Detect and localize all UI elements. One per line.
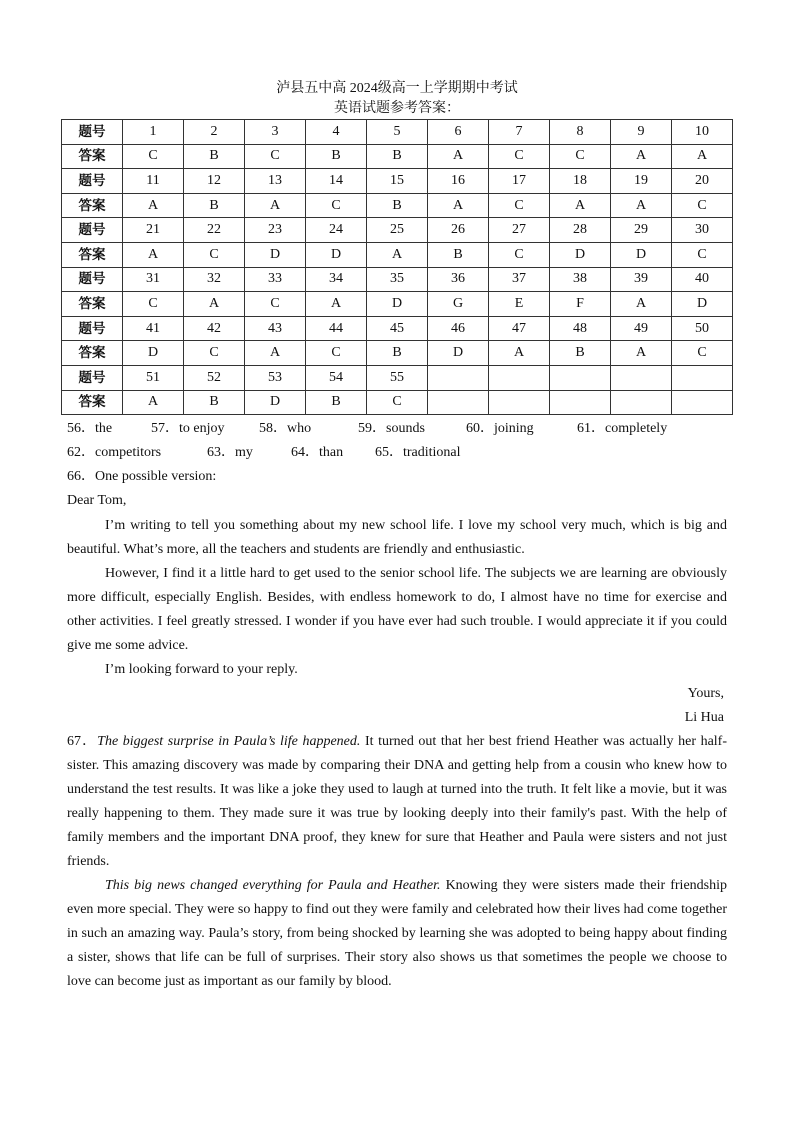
fill-answer: 57．to enjoy — [151, 421, 225, 436]
answer-cell: C — [489, 144, 550, 169]
answer-cell: D — [367, 292, 428, 317]
answer-cell: A — [123, 242, 184, 267]
doc-title: 泸县五中高 2024级高一上学期期中考试 — [276, 81, 518, 96]
question-number-cell — [489, 365, 550, 390]
question-number-cell: 51 — [123, 365, 184, 390]
number-row — [62, 316, 733, 341]
fill-answer: 60．joining — [466, 421, 534, 436]
answer-cell: B — [367, 144, 428, 169]
paragraph-lead-sentence: The biggest surprise in Paula’s life happened. — [97, 734, 361, 749]
question-number-cell: 10 — [672, 120, 733, 145]
answer-cell: B — [306, 390, 367, 415]
answer-row — [62, 341, 733, 366]
letter-closing: Yours, — [687, 686, 724, 701]
answer-cell: G — [428, 292, 489, 317]
answer-cell: C — [306, 193, 367, 218]
fill-answer: 63．my — [207, 445, 253, 460]
answer-cell: A — [550, 193, 611, 218]
fill-answer: 59．sounds — [358, 421, 425, 436]
number-row — [62, 218, 733, 243]
letter-paragraph: However, I find it a little hard to get used to the senior school life. The subjects we are learning are obviously more difficult, especially English. Besides, with endless homework to do, I almost have no time for exercise and other activities. I feel greatly stressed. I wonder if you have ever had such trouble. I would appreciate it if you could give me some advice. — [67, 566, 727, 653]
question-number-cell — [550, 365, 611, 390]
answer-cell: A — [611, 144, 672, 169]
question-number-cell: 32 — [184, 267, 245, 292]
question-number-cell: 33 — [245, 267, 306, 292]
answer-cell: C — [672, 242, 733, 267]
question-number-cell — [611, 365, 672, 390]
question-number-cell: 7 — [489, 120, 550, 145]
label-answer: 答案 — [62, 390, 123, 415]
label-number: 题号 — [62, 267, 123, 292]
letter-paragraph: I’m looking forward to your reply. — [105, 662, 298, 677]
fill-blanks-line-2 — [67, 443, 727, 463]
label-answer: 答案 — [62, 242, 123, 267]
question-number-cell: 22 — [184, 218, 245, 243]
letter-signature: Li Hua — [684, 710, 724, 725]
answer-cell — [428, 390, 489, 415]
question-number-cell: 20 — [672, 169, 733, 194]
answer-cell: E — [489, 292, 550, 317]
answer-cell: B — [367, 341, 428, 366]
label-answer: 答案 — [62, 193, 123, 218]
number-row — [62, 120, 733, 145]
number-row — [62, 365, 733, 390]
fill-answer: 64．than — [291, 445, 344, 460]
answer-cell: C — [123, 292, 184, 317]
answer-cell: A — [611, 292, 672, 317]
label-number: 题号 — [62, 218, 123, 243]
question-number-cell: 47 — [489, 316, 550, 341]
question-number-cell: 53 — [245, 365, 306, 390]
answer-cell: A — [306, 292, 367, 317]
answer-cell: A — [367, 242, 428, 267]
answer-cell: A — [428, 193, 489, 218]
label-answer: 答案 — [62, 144, 123, 169]
answer-cell — [611, 390, 672, 415]
question-number-cell: 1 — [123, 120, 184, 145]
answer-cell: D — [550, 242, 611, 267]
question-number-cell: 28 — [550, 218, 611, 243]
answer-cell: C — [367, 390, 428, 415]
answer-cell: A — [123, 193, 184, 218]
answer-cell: A — [611, 193, 672, 218]
question-number-cell: 42 — [184, 316, 245, 341]
paragraph-body: It turned out that her best friend Heather was actually her half- sister. This amazing discovery was made by comparing their DNA and getting help from a cousin who knew how to understand the test results. It was like a joke they used to laugh at turned into the truth. It felt like a movie, but it was really happening to them. They made sure it was true by looking deeply into their family's past. With the help of family members and the important DNA proof, they knew for sure that Heather and Paula were sisters and not just friends. — [67, 734, 728, 869]
answer-cell: C — [489, 242, 550, 267]
question-number-cell: 12 — [184, 169, 245, 194]
number-row — [62, 169, 733, 194]
answer-cell: D — [245, 242, 306, 267]
fill-answer: 61．completely — [577, 421, 668, 436]
question-number-cell: 49 — [611, 316, 672, 341]
label-number: 题号 — [62, 365, 123, 390]
answer-table — [61, 119, 733, 415]
label-number: 题号 — [62, 120, 123, 145]
letter-salutation: Dear Tom, — [67, 493, 127, 508]
label-number: 题号 — [62, 169, 123, 194]
fill-answer: 58．who — [259, 421, 312, 436]
question-number-cell: 2 — [184, 120, 245, 145]
question-number-cell: 52 — [184, 365, 245, 390]
answer-cell: A — [428, 144, 489, 169]
answer-cell — [672, 390, 733, 415]
answer-cell: D — [306, 242, 367, 267]
fill-blanks-line-1 — [67, 419, 727, 439]
answer-row — [62, 193, 733, 218]
answer-cell: C — [672, 193, 733, 218]
answer-cell: C — [184, 341, 245, 366]
answer-cell: A — [245, 193, 306, 218]
answer-cell: C — [123, 144, 184, 169]
answer-cell: D — [611, 242, 672, 267]
question-number-cell: 5 — [367, 120, 428, 145]
question-number: 67． — [67, 734, 98, 749]
answer-cell: A — [489, 341, 550, 366]
answer-cell: A — [245, 341, 306, 366]
answer-cell: D — [123, 341, 184, 366]
answer-cell: B — [367, 193, 428, 218]
answer-cell: B — [428, 242, 489, 267]
question-number-cell: 11 — [123, 169, 184, 194]
fill-answer: 56．the — [67, 421, 113, 436]
question-number-cell — [428, 365, 489, 390]
question-number-cell: 40 — [672, 267, 733, 292]
answer-cell: A — [184, 292, 245, 317]
question-number-cell: 35 — [367, 267, 428, 292]
question-number-cell: 24 — [306, 218, 367, 243]
question-number-cell: 3 — [245, 120, 306, 145]
question-number-cell: 15 — [367, 169, 428, 194]
question-number-cell: 6 — [428, 120, 489, 145]
doc-subtitle: 英语试题参考答案： — [334, 101, 460, 116]
question-number-cell: 50 — [672, 316, 733, 341]
question-number-cell: 46 — [428, 316, 489, 341]
answer-cell: C — [306, 341, 367, 366]
answer-cell: A — [611, 341, 672, 366]
question-number-cell: 27 — [489, 218, 550, 243]
question-number-cell: 4 — [306, 120, 367, 145]
answer-cell: F — [550, 292, 611, 317]
answer-cell: D — [245, 390, 306, 415]
answer-row — [62, 292, 733, 317]
answer-cell: B — [550, 341, 611, 366]
continuation-paragraph-1 — [67, 730, 727, 874]
question-number-cell: 17 — [489, 169, 550, 194]
question-number-cell: 8 — [550, 120, 611, 145]
label-answer: 答案 — [62, 292, 123, 317]
paragraph-lead-sentence: This big news changed everything for Paula and Heather. — [105, 878, 441, 893]
question-number-cell: 18 — [550, 169, 611, 194]
answer-cell: B — [184, 144, 245, 169]
answer-cell: B — [184, 390, 245, 415]
writing-intro: 66．One possible version: — [67, 469, 217, 484]
question-number-cell: 39 — [611, 267, 672, 292]
answer-cell: A — [123, 390, 184, 415]
answer-cell: B — [306, 144, 367, 169]
continuation-paragraph-2 — [67, 874, 727, 994]
question-number-cell: 38 — [550, 267, 611, 292]
question-number-cell: 55 — [367, 365, 428, 390]
question-number-cell: 21 — [123, 218, 184, 243]
answer-cell — [550, 390, 611, 415]
question-number-cell: 41 — [123, 316, 184, 341]
question-number-cell: 19 — [611, 169, 672, 194]
answer-row — [62, 390, 733, 415]
question-number-cell: 31 — [123, 267, 184, 292]
question-number-cell: 14 — [306, 169, 367, 194]
question-number-cell: 25 — [367, 218, 428, 243]
question-number-cell: 23 — [245, 218, 306, 243]
letter-paragraph: I’m writing to tell you something about my new school life. I love my school very much, which is big and beautiful. What’s more, all the teachers and students are friendly and enthusiastic. — [67, 518, 727, 557]
label-number: 题号 — [62, 316, 123, 341]
answer-cell: C — [550, 144, 611, 169]
question-number-cell: 30 — [672, 218, 733, 243]
question-number-cell: 43 — [245, 316, 306, 341]
answer-cell: D — [428, 341, 489, 366]
question-number-cell: 13 — [245, 169, 306, 194]
question-number-cell: 34 — [306, 267, 367, 292]
question-number-cell: 26 — [428, 218, 489, 243]
answer-cell: C — [245, 292, 306, 317]
answer-cell — [489, 390, 550, 415]
question-number-cell: 54 — [306, 365, 367, 390]
answer-cell: C — [489, 193, 550, 218]
answer-row — [62, 144, 733, 169]
question-number-cell: 9 — [611, 120, 672, 145]
answer-cell: C — [672, 341, 733, 366]
answer-row — [62, 242, 733, 267]
answer-cell: C — [184, 242, 245, 267]
number-row — [62, 267, 733, 292]
fill-answer: 65．traditional — [375, 445, 461, 460]
answer-cell: A — [672, 144, 733, 169]
question-number-cell: 29 — [611, 218, 672, 243]
question-number-cell: 16 — [428, 169, 489, 194]
question-number-cell: 36 — [428, 267, 489, 292]
question-number-cell: 48 — [550, 316, 611, 341]
label-answer: 答案 — [62, 341, 123, 366]
answer-cell: C — [245, 144, 306, 169]
paragraph-body: Knowing they were sisters made their friendship even more special. They were so happy to find out they were family and celebrated how their lives had come together in such an amazing way. Paula’s story, from being shocked by learning she was adopted to being happy about finding a sister, shows that life can be full of surprises. Their story also shows us that sometimes the people we choose to love can become just as important as our family by blood. — [67, 878, 727, 989]
fill-answer: 62．competitors — [67, 445, 162, 460]
question-number-cell: 45 — [367, 316, 428, 341]
question-number-cell — [672, 365, 733, 390]
question-number-cell: 44 — [306, 316, 367, 341]
answer-cell: D — [672, 292, 733, 317]
answer-cell: B — [184, 193, 245, 218]
question-number-cell: 37 — [489, 267, 550, 292]
